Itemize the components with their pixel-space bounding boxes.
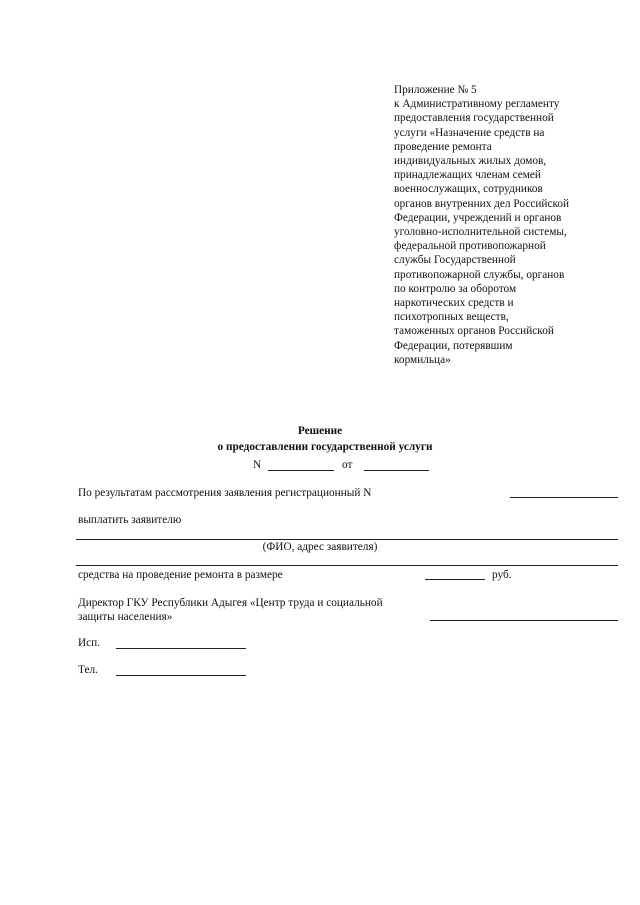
appendix-line: проведение ремонта (394, 140, 492, 153)
appendix-line: Федерации, потерявшим (394, 339, 513, 352)
appendix-line: уголовно-исполнительной системы, (394, 226, 567, 239)
director-line-2: защиты населения» (78, 611, 173, 623)
registration-number-field[interactable] (510, 497, 618, 498)
phone-field[interactable] (116, 675, 246, 676)
executor-field[interactable] (116, 648, 246, 649)
appendix-block (394, 83, 569, 367)
appendix-line: органов внутренних дел Российской (394, 197, 570, 210)
director-signature-field[interactable] (430, 620, 618, 621)
phone-label: Тел. (78, 664, 98, 676)
appendix-line: федеральной противопожарной (394, 240, 546, 253)
appendix-line: индивидуальных жилых домов, (394, 155, 547, 168)
applicant-address-field[interactable] (76, 565, 618, 566)
executor-label: Исп. (78, 637, 101, 649)
appendix-line: по контролю за оборотом (394, 282, 517, 295)
decision-number-label: N (253, 459, 262, 471)
appendix-line: принадлежащих членам семей (394, 169, 541, 182)
appendix-line: Приложение № 5 (394, 84, 477, 96)
appendix-line: Федерации, учреждений и органов (394, 211, 562, 224)
amount-field[interactable] (425, 579, 485, 580)
appendix-line: противопожарной службы, органов (394, 268, 565, 281)
appendix-line: психотропных веществ, (394, 311, 509, 324)
decision-date-field[interactable] (364, 470, 429, 471)
appendix-line: кормильца» (394, 353, 451, 366)
decision-number-field[interactable] (268, 470, 334, 471)
appendix-line: предоставления государственной (394, 112, 554, 125)
appendix-line: наркотических средств и (394, 297, 514, 310)
appendix-line: службы Государственной (394, 254, 516, 267)
appendix-line: к Административному регламенту (394, 98, 560, 111)
registration-text: По результатам рассмотрения заявления регистрационный N (78, 487, 372, 499)
decision-title: Решение (297, 425, 343, 437)
amount-text: средства на проведение ремонта в размере (78, 569, 283, 581)
appendix-line: услуги «Назначение средств на (394, 126, 545, 139)
appendix-line: военнослужащих, сотрудников (394, 183, 543, 196)
decision-subtitle: о предоставлении государственной услуги (217, 441, 433, 453)
director-line-1: Директор ГКУ Республики Адыгея «Центр труда и социальной (78, 597, 383, 609)
pay-text: выплатить заявителю (78, 514, 182, 526)
decision-date-label: от (342, 459, 353, 471)
fio-caption: (ФИО, адрес заявителя) (262, 541, 378, 553)
appendix-line: таможенных органов Российской (394, 325, 554, 338)
currency-label: руб. (492, 569, 512, 581)
